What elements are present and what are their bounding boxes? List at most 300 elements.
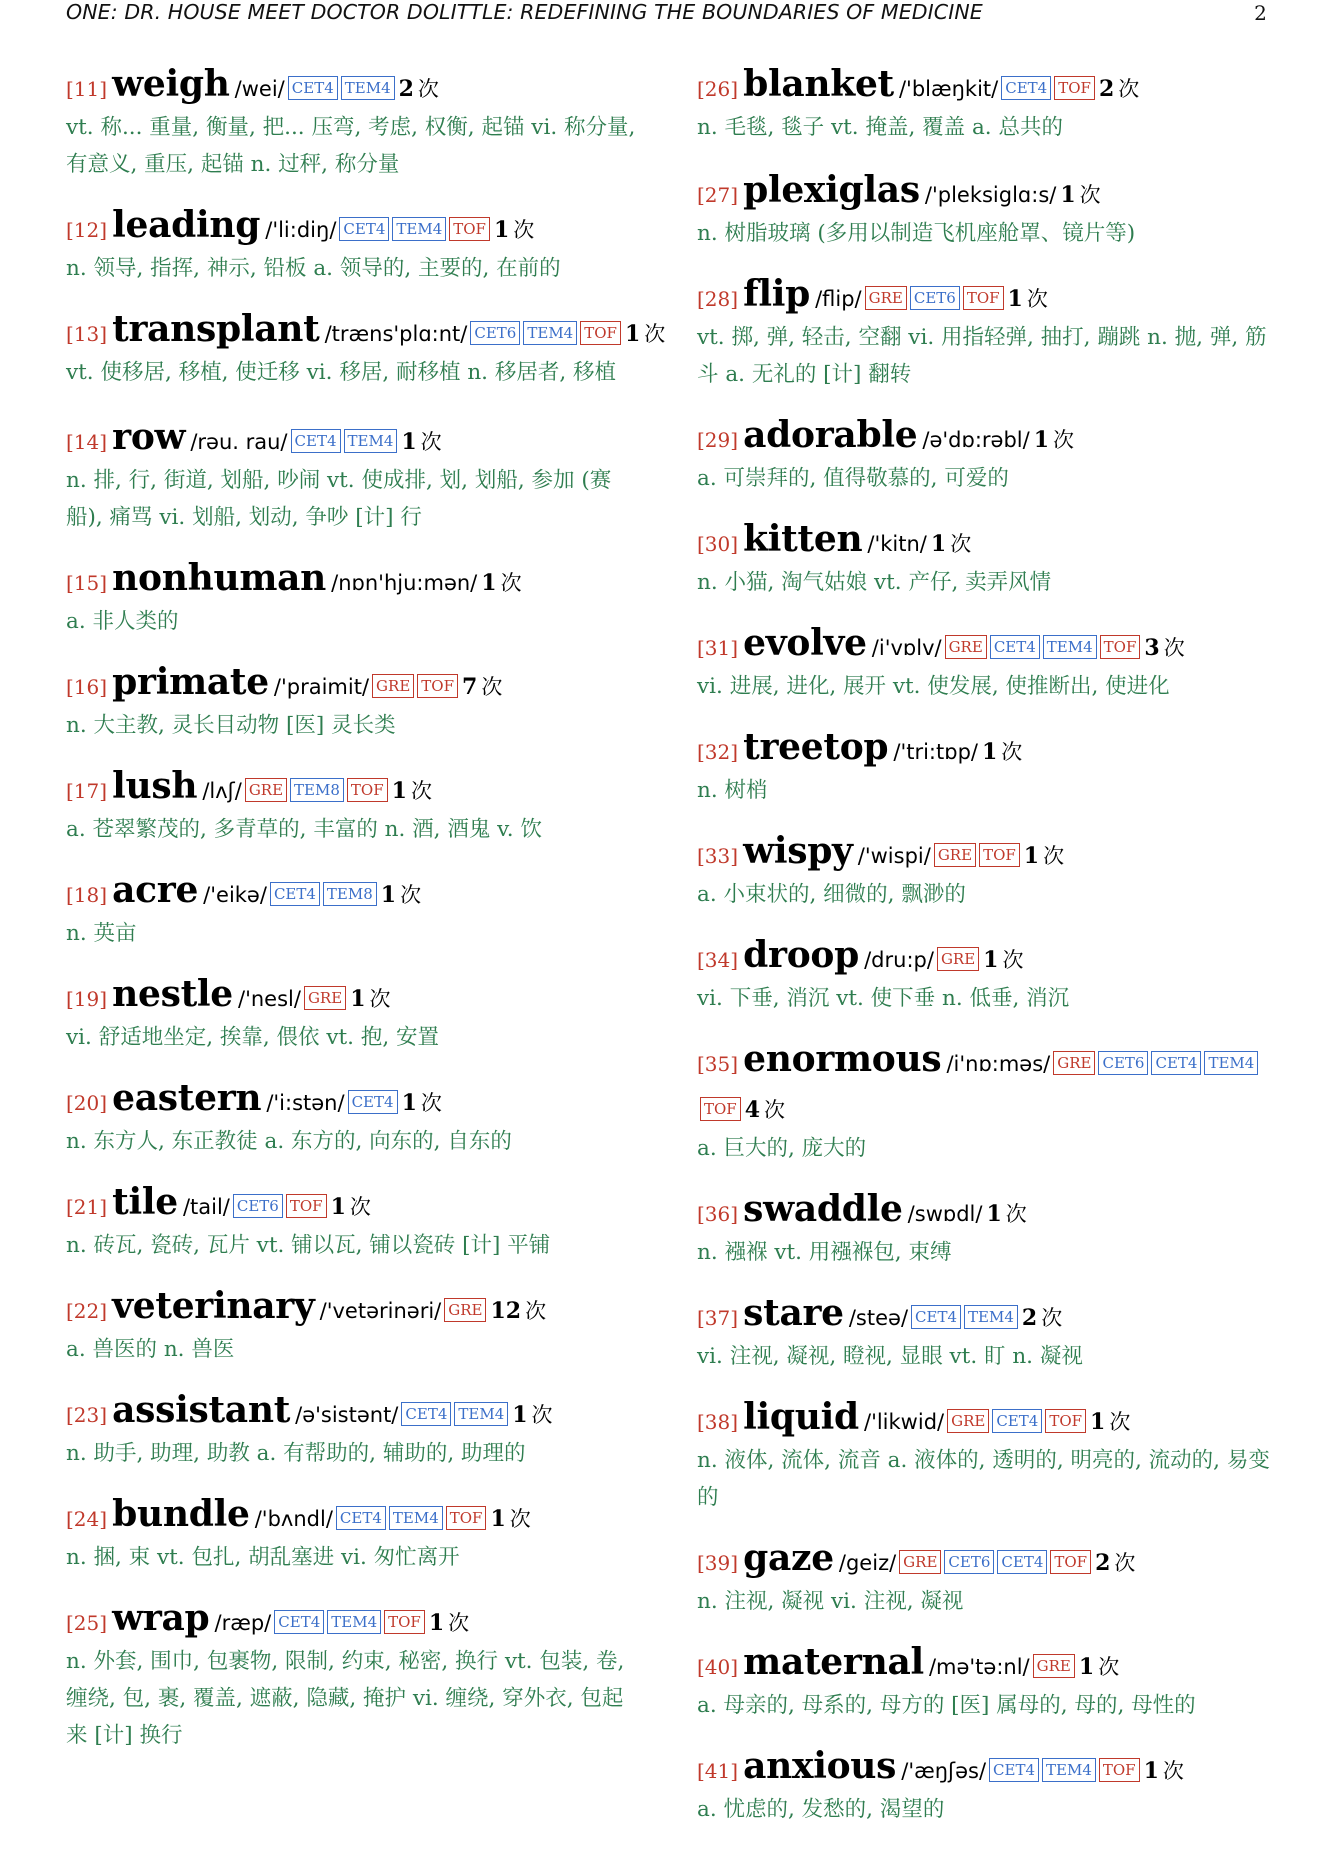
exam-tag: TOF [580,321,621,345]
vocab-entry [66,1388,644,1472]
count-suffix: 次 [1001,740,1023,764]
definition: vt. 掷, 弹, 轻击, 空翻 vi. 用指轻弹, 抽打, 蹦跳 n. 抛, 弹, 筋斗 a. 无礼的 [计] 翻转 [697,325,1267,387]
entry-head [697,933,1277,984]
pronunciation: /'likwid/ [864,1410,945,1434]
entry-number: [21] [66,1195,108,1219]
occurrence-count: 2 次 [1021,1305,1063,1331]
entry-number: [12] [66,218,108,242]
count-suffix: 次 [1079,183,1101,207]
entry-number: [14] [66,430,108,454]
entry-head [697,517,1277,568]
entry-number: [26] [697,77,739,101]
headword: stare [743,1292,844,1334]
count-suffix: 次 [1002,948,1024,972]
occurrence-count: 1 次 [624,321,666,347]
entry-number: [37] [697,1306,739,1330]
occurrence-count: 4 次 [744,1097,786,1123]
entry-number: [20] [66,1091,108,1115]
definition: a. 苍翠繁茂的, 多青草的, 丰富的 n. 酒, 酒鬼 v. 饮 [66,817,542,842]
pronunciation: /'li:diŋ/ [265,218,337,242]
entry-head [66,660,644,711]
count-suffix: 次 [410,779,432,803]
count-suffix: 次 [950,532,972,556]
headword: veterinary [112,1285,315,1327]
pronunciation: /i'nɒ:məs/ [946,1052,1051,1076]
vocab-entry [697,272,1277,393]
entry-head [697,1744,1277,1795]
headword: nestle [112,973,233,1015]
occurrence-count: 1 次 [493,217,535,243]
headword: leading [112,204,261,246]
exam-tag: CET4 [348,1090,398,1114]
entry-number: [32] [697,740,739,764]
headword: anxious [743,1745,897,1787]
exam-tag: TEM4 [389,1506,443,1530]
entry-head [697,1037,1277,1134]
page-header [66,0,1267,30]
exam-tag: TOF [446,1506,487,1530]
exam-tag: CET4 [990,635,1040,659]
exam-tag: TEM4 [523,321,577,345]
definition: n. 树脂玻璃 (多用以制造飞机座舱罩、镜片等) [697,221,1136,246]
entry-head [697,1536,1277,1587]
count-suffix: 次 [1026,287,1048,311]
count-suffix: 次 [644,322,666,346]
exam-tag: GRE [444,1298,486,1322]
pronunciation: /geiz/ [838,1551,897,1575]
count-suffix: 次 [1163,636,1185,660]
pronunciation: /steə/ [848,1306,909,1330]
count-suffix: 次 [481,675,503,699]
definition: n. 小猫, 淘气姑娘 vt. 产仔, 卖弄风情 [697,570,1052,595]
occurrence-count: 1 次 [481,570,522,596]
pronunciation: /ə'sistənt/ [295,1403,399,1427]
exam-tag: TEM4 [327,1610,381,1634]
vocab-entry [697,621,1277,705]
exam-tag: CET4 [291,429,341,453]
entry-number: [13] [66,322,108,346]
vocab-entry [66,1596,644,1754]
count-suffix: 次 [1098,1655,1120,1679]
definition: n. 树梢 [697,778,768,803]
exam-tag: TOF [1100,635,1141,659]
entry-head [697,1395,1277,1446]
entry-number: [28] [697,287,739,311]
definition: n. 助手, 助理, 助教 a. 有帮助的, 辅助的, 助理的 [66,1441,526,1466]
count-suffix: 次 [1118,77,1140,101]
exam-tag: GRE [372,674,414,698]
headword: eastern [112,1077,262,1119]
exam-tag: TEM4 [1042,1758,1096,1782]
exam-tag: CET6 [944,1550,994,1574]
occurrence-count: 2 次 [1095,1550,1136,1576]
vocab-entry [66,1076,644,1160]
vocab-entry [66,415,644,536]
exam-tag: CET4 [274,1610,324,1634]
entry-number: [38] [697,1410,739,1434]
pronunciation: /swɒdl/ [907,1202,983,1226]
exam-tag: CET4 [270,882,320,906]
vocab-entry [697,725,1277,809]
occurrence-count: 1 次 [428,1610,470,1636]
vocab-entry [697,517,1277,601]
exam-tag: CET6 [910,286,960,310]
entry-head [66,415,644,466]
occurrence-count: 1 次 [401,429,442,455]
entry-number: [15] [66,571,108,595]
exam-tag: TOF [1099,1758,1140,1782]
definition: a. 巨大的, 庞大的 [697,1136,867,1161]
pronunciation: /'i:stən/ [266,1091,345,1115]
vocab-entry [697,1536,1277,1620]
entry-head [66,1388,644,1439]
occurrence-count: 1 次 [930,531,972,557]
occurrence-count: 1 次 [512,1402,553,1428]
entry-number: [31] [697,636,739,660]
pronunciation: /'praimit/ [273,675,370,699]
exam-tag: CET4 [288,76,338,100]
occurrence-count: 7 次 [462,674,503,700]
vocab-entry [697,1187,1277,1271]
exam-tag: TEM8 [290,778,344,802]
entry-head [66,62,644,113]
definition: n. 大主教, 灵长目动物 [医] 灵长类 [66,713,396,738]
entry-number: [35] [697,1052,739,1076]
occurrence-count: 1 次 [1143,1758,1184,1784]
definition: n. 东方人, 东正教徒 a. 东方的, 向东的, 自东的 [66,1129,512,1154]
entry-number: [22] [66,1299,108,1323]
pronunciation: /'æŋʃəs/ [901,1759,987,1783]
entry-head [697,62,1277,113]
definition: vt. 称... 重量, 衡量, 把... 压弯, 考虑, 权衡, 起锚 vi. 称分量, 有意义, 重压, 起锚 n. 过秤, 称分量 [66,115,636,177]
exam-tag: GRE [1053,1051,1095,1075]
headword: blanket [743,63,894,105]
entry-head [66,1076,644,1127]
entry-number: [33] [697,844,739,868]
pronunciation: /dru:p/ [864,948,934,972]
count-suffix: 次 [369,987,391,1011]
pronunciation: /'wispi/ [857,844,931,868]
definition: a. 忧虑的, 发愁的, 渴望的 [697,1797,945,1822]
headword: treetop [743,726,889,768]
exam-tag: TOF [449,217,490,241]
count-suffix: 次 [448,1611,470,1635]
count-suffix: 次 [1162,1759,1184,1783]
vocab-entry [697,62,1277,146]
vocab-entry [66,1284,644,1368]
headword: enormous [743,1038,942,1080]
entry-head [697,621,1277,672]
count-suffix: 次 [531,1403,553,1427]
headword: gaze [743,1537,834,1579]
entry-head [66,868,644,919]
exam-tag: TOF [1045,1409,1086,1433]
definition: n. 英亩 [66,921,137,946]
headword: weigh [112,63,230,105]
entry-head [697,168,1277,219]
headword: maternal [743,1641,924,1683]
pronunciation: /'vetərinəri/ [319,1299,442,1323]
pronunciation: /wei/ [234,77,285,101]
entry-head [66,307,666,358]
pronunciation: /i'vɒlv/ [871,636,942,660]
entry-number: [25] [66,1611,108,1635]
exam-tag: TEM4 [341,76,395,100]
count-suffix: 次 [500,571,522,595]
entry-head [697,413,1277,464]
headword: acre [112,869,199,911]
headword: plexiglas [743,169,920,211]
headword: transplant [112,308,320,350]
count-suffix: 次 [400,883,422,907]
entry-number: [41] [697,1759,739,1783]
entry-head [697,1640,1277,1691]
occurrence-count: 1 次 [1033,427,1075,453]
occurrence-count: 2 次 [1098,76,1140,102]
pronunciation: /'tri:tɒp/ [893,740,978,764]
pronunciation: /flip/ [815,287,862,311]
exam-tag: GRE [865,286,907,310]
headword: wispy [743,830,853,872]
entry-head [697,829,1277,880]
occurrence-count: 1 次 [986,1201,1027,1227]
headword: row [112,416,186,458]
pronunciation: /'kitn/ [867,532,927,556]
pronunciation: /'pleksiglɑ:s/ [924,183,1057,207]
occurrence-count: 12 次 [490,1298,547,1324]
exam-tag: GRE [304,986,346,1010]
pronunciation: /tail/ [182,1195,230,1219]
occurrence-count: 1 次 [983,947,1024,973]
exam-tag: CET4 [1151,1051,1201,1075]
vocab-entry [697,933,1277,1017]
count-suffix: 次 [1114,1551,1136,1575]
exam-tag: GRE [245,778,287,802]
headword: lush [112,765,198,807]
definition: vt. 使移居, 移植, 使迁移 vi. 移居, 耐移植 n. 移居者, 移植 [66,360,617,385]
exam-tag: TEM4 [964,1305,1018,1329]
pronunciation: /nɒn'hju:mən/ [331,571,478,595]
entry-number: [27] [697,183,739,207]
occurrence-count: 1 次 [1060,182,1101,208]
pronunciation: /mə'tə:nl/ [928,1655,1030,1679]
definition: a. 兽医的 n. 兽医 [66,1337,235,1362]
count-suffix: 次 [420,1091,442,1115]
exam-tag: TEM4 [454,1402,508,1426]
definition: vi. 进展, 进化, 展开 vt. 使发展, 使推断出, 使进化 [697,674,1170,699]
pronunciation: /'blæŋkit/ [898,77,999,101]
exam-tag: CET4 [336,1506,386,1530]
headword: kitten [743,518,863,560]
definition: n. 襁褓 vt. 用襁褓包, 束缚 [697,1240,952,1265]
exam-tag: CET4 [401,1402,451,1426]
entry-number: [29] [697,428,739,452]
definition: n. 排, 行, 街道, 划船, 吵闹 vt. 使成排, 划, 划船, 参加 (赛船), 痛骂 vi. 划船, 划动, 争吵 [计] 行 [66,468,612,530]
exam-tag: TOF [384,1610,425,1634]
definition: n. 液体, 流体, 流音 a. 液体的, 透明的, 明亮的, 流动的, 易变的 [697,1448,1270,1510]
headword: swaddle [743,1188,903,1230]
pronunciation: /lʌʃ/ [202,779,242,803]
exam-tag: TOF [979,843,1020,867]
vocab-entry [697,1395,1277,1516]
occurrence-count: 1 次 [401,1090,442,1116]
definition: vi. 下垂, 消沉 vt. 使下垂 n. 低垂, 消沉 [697,986,1070,1011]
entry-head [66,1180,644,1231]
vocab-entry [66,1180,644,1264]
entry-number: [16] [66,675,108,699]
entry-head [697,1291,1277,1342]
headword: adorable [743,414,918,456]
definition: n. 毛毯, 毯子 vt. 掩盖, 覆盖 a. 总共的 [697,115,1063,140]
vocab-entry [66,62,644,183]
definition: a. 非人类的 [66,609,179,634]
pronunciation: /træns'plɑ:nt/ [324,322,468,346]
occurrence-count: 1 次 [1023,843,1065,869]
pronunciation: /'bʌndl/ [254,1507,333,1531]
entry-head [66,203,644,254]
entry-head [697,725,1277,776]
count-suffix: 次 [417,77,439,101]
entry-number: [11] [66,77,108,101]
headword: bundle [112,1493,250,1535]
exam-tag: TEM8 [323,882,377,906]
headword: tile [112,1181,178,1223]
entry-number: [23] [66,1403,108,1427]
exam-tag: TOF [347,778,388,802]
page-number: 2 [1254,1,1267,25]
exam-tag: CET4 [989,1758,1039,1782]
definition: a. 母亲的, 母系的, 母方的 [医] 属母的, 母的, 母性的 [697,1693,1196,1718]
occurrence-count: 1 次 [1078,1654,1120,1680]
count-suffix: 次 [1005,1202,1027,1226]
count-suffix: 次 [525,1299,547,1323]
definition: a. 小束状的, 细微的, 飘渺的 [697,882,966,907]
occurrence-count: 2 次 [398,76,439,102]
count-suffix: 次 [1053,428,1075,452]
exam-tag: TOF [417,674,458,698]
exam-tag: CET4 [1001,76,1051,100]
occurrence-count: 1 次 [490,1506,531,1532]
vocab-entry [697,1037,1277,1167]
vocab-entry [697,413,1277,497]
headword: wrap [112,1597,210,1639]
pronunciation: /ə'dɒ:rəbl/ [922,428,1030,452]
entry-head [66,1596,644,1647]
vocab-entry [66,660,644,744]
occurrence-count: 1 次 [350,986,391,1012]
vocab-entry [697,1640,1277,1724]
exam-tag: TOF [963,286,1004,310]
exam-tag: GRE [937,947,979,971]
exam-tag: GRE [1033,1654,1075,1678]
exam-tag: GRE [947,1409,989,1433]
headword: liquid [743,1396,859,1438]
exam-tag: CET4 [992,1409,1042,1433]
entry-head [697,272,1277,323]
right-column [697,62,1277,1848]
definition: n. 捆, 束 vt. 包扎, 胡乱塞进 vi. 匆忙离开 [66,1545,460,1570]
entry-number: [34] [697,948,739,972]
headword: evolve [743,622,867,664]
headword: primate [112,661,269,703]
vocab-entry [66,764,644,848]
exam-tag: CET4 [911,1305,961,1329]
left-column [66,62,666,1774]
exam-tag: CET6 [470,321,520,345]
entry-head [697,1187,1277,1238]
entry-head [66,1284,644,1335]
count-suffix: 次 [509,1507,531,1531]
exam-tag: TOF [1054,76,1095,100]
exam-tag: GRE [899,1550,941,1574]
pronunciation: /'nesl/ [238,987,301,1011]
entry-head [66,556,644,607]
headword: nonhuman [112,557,327,599]
entry-number: [18] [66,883,108,907]
definition: n. 外套, 围巾, 包裹物, 限制, 约束, 秘密, 换行 vt. 包装, 卷, 缠绕, 包, 裹, 覆盖, 遮蔽, 隐藏, 掩护 vi. 缠绕, 穿外衣, 包起来 [计] 换行 [66,1649,625,1748]
occurrence-count: 1 次 [330,1194,371,1220]
count-suffix: 次 [1109,1410,1131,1434]
occurrence-count: 1 次 [380,882,422,908]
count-suffix: 次 [1043,844,1065,868]
entry-number: [19] [66,987,108,1011]
exam-tag: TOF [1050,1550,1091,1574]
exam-tag: GRE [945,635,987,659]
entry-number: [30] [697,532,739,556]
headword: flip [743,273,810,315]
entry-head [66,764,644,815]
exam-tag: TOF [286,1194,327,1218]
definition: n. 注视, 凝视 vi. 注视, 凝视 [697,1589,964,1614]
vocab-entry [66,307,666,391]
occurrence-count: 1 次 [1090,1409,1131,1435]
exam-tag: TEM4 [344,429,398,453]
exam-tag: CET6 [233,1194,283,1218]
count-suffix: 次 [764,1098,786,1122]
vocab-entry [697,829,1277,913]
vocab-entry [66,1492,644,1576]
exam-tag: GRE [934,843,976,867]
exam-tag: TEM4 [1043,635,1097,659]
headword: droop [743,934,859,976]
vocab-entry [66,868,644,952]
exam-tag: CET6 [1098,1051,1148,1075]
vocab-entry [66,556,644,640]
entry-number: [17] [66,779,108,803]
entry-head [66,972,644,1023]
vocab-entry [697,1291,1277,1375]
occurrence-count: 1 次 [391,778,432,804]
occurrence-count: 3 次 [1144,635,1185,661]
entry-number: [39] [697,1551,739,1575]
exam-tag: TOF [700,1097,741,1121]
pronunciation: /ræp/ [214,1611,272,1635]
entry-number: [24] [66,1507,108,1531]
entry-number: [40] [697,1655,739,1679]
vocab-entry [66,972,644,1056]
exam-tag: CET4 [997,1550,1047,1574]
definition: n. 领导, 指挥, 神示, 铅板 a. 领导的, 主要的, 在前的 [66,256,561,281]
count-suffix: 次 [1041,1306,1063,1330]
definition: vi. 舒适地坐定, 挨靠, 偎依 vt. 抱, 安置 [66,1025,439,1050]
exam-tag: CET4 [339,217,389,241]
count-suffix: 次 [349,1195,371,1219]
count-suffix: 次 [513,218,535,242]
definition: n. 砖瓦, 瓷砖, 瓦片 vt. 铺以瓦, 铺以瓷砖 [计] 平铺 [66,1233,551,1258]
occurrence-count: 1 次 [1007,286,1048,312]
exam-tag: TEM4 [392,217,446,241]
headword: assistant [112,1389,291,1431]
